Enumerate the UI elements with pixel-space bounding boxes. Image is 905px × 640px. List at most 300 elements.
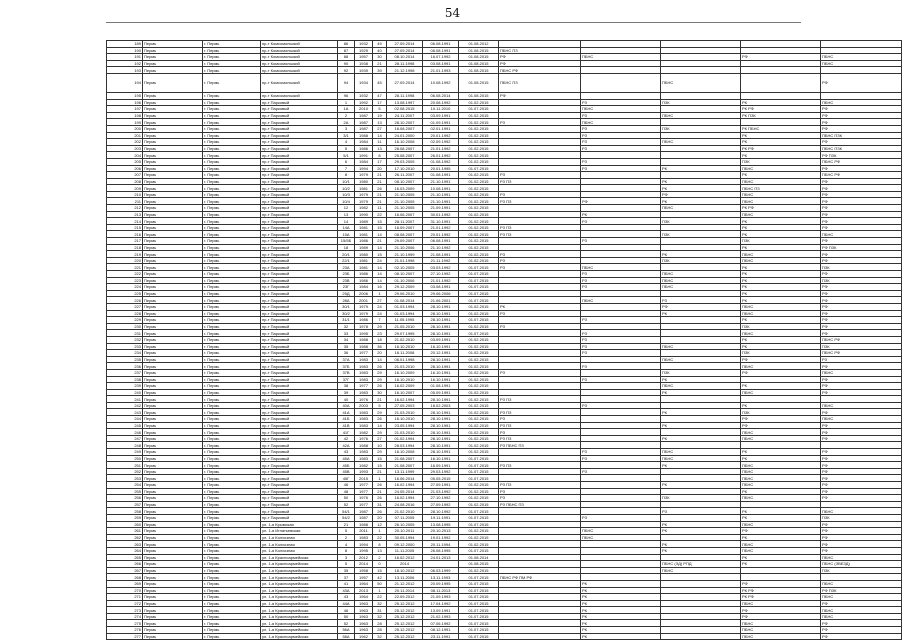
cell-d3: 01.02.2015 bbox=[459, 198, 499, 205]
cell-w3 bbox=[661, 600, 741, 607]
cell-w1: РЗ bbox=[499, 264, 581, 271]
cell-code: 28 bbox=[373, 627, 387, 634]
cell-w1 bbox=[499, 290, 581, 297]
cell-w2 bbox=[581, 47, 661, 54]
cell-w1 bbox=[499, 132, 581, 139]
cell-loc: г. Пермь bbox=[203, 191, 261, 198]
table-row bbox=[107, 106, 902, 113]
cell-w5: ПЗК bbox=[821, 514, 902, 521]
cell-d1: 21.03.2010 bbox=[387, 409, 423, 416]
cell-loc: г. Пермь bbox=[203, 158, 261, 165]
cell-house: 43 bbox=[338, 449, 355, 456]
cell-d3: 01.02.2015 bbox=[459, 323, 499, 330]
table-row bbox=[107, 594, 902, 601]
cell-w5: РФ bbox=[821, 521, 902, 528]
cell-code: 13 bbox=[373, 119, 387, 126]
cell-street: пр-т Парковый bbox=[261, 218, 338, 225]
cell-w2: РЗ bbox=[581, 514, 661, 521]
cell-city: Пермь bbox=[143, 152, 203, 159]
cell-loc: г. Пермь bbox=[203, 422, 261, 429]
cell-d3: 01.07.2015 bbox=[459, 508, 499, 515]
cell-year: 1962 bbox=[355, 633, 373, 640]
table-row bbox=[107, 554, 902, 561]
cell-loc: г. Пермь bbox=[203, 594, 261, 601]
cell-w4: ПБНС bbox=[741, 435, 821, 442]
cell-d1: 13.11.1999 bbox=[387, 468, 423, 475]
cell-d3: 01.07.2015 bbox=[459, 594, 499, 601]
cell-w5: РФ bbox=[821, 462, 902, 469]
cell-code: 20 bbox=[373, 350, 387, 357]
cell-city: Пермь bbox=[143, 251, 203, 258]
table-row bbox=[107, 139, 902, 146]
cell-n: 260 bbox=[107, 521, 143, 528]
cell-code: 14 bbox=[373, 231, 387, 238]
cell-w3 bbox=[661, 580, 741, 587]
cell-d1: 21.10.1999 bbox=[387, 251, 423, 258]
cell-w3: РК bbox=[661, 185, 741, 192]
cell-w2 bbox=[581, 567, 661, 574]
table-row bbox=[107, 257, 902, 264]
cell-w1: ПБНС РФ bbox=[499, 67, 581, 74]
cell-city: Пермь bbox=[143, 271, 203, 278]
cell-w3 bbox=[661, 119, 741, 126]
cell-w2: РЗ bbox=[581, 218, 661, 225]
cell-loc: г. Пермь bbox=[203, 389, 261, 396]
cell-w1 bbox=[499, 363, 581, 370]
cell-w5: РФ bbox=[821, 547, 902, 554]
cell-d2: 06.08.2014 bbox=[423, 92, 459, 99]
cell-loc: г. Пермь bbox=[203, 73, 261, 92]
cell-d1: 25.12.2012 bbox=[387, 627, 423, 634]
cell-w2: РК bbox=[581, 587, 661, 594]
cell-w4: РК bbox=[741, 271, 821, 278]
cell-w2: РЗ bbox=[581, 271, 661, 278]
cell-d1: 25.08.2007 bbox=[387, 152, 423, 159]
cell-w2 bbox=[581, 482, 661, 489]
cell-d3: 01.08.2015 bbox=[459, 47, 499, 54]
cell-d2: 03.09.1991 bbox=[423, 336, 459, 343]
cell-d3: 01.02.2015 bbox=[459, 257, 499, 264]
cell-code: 29 bbox=[373, 449, 387, 456]
cell-year: 1964 bbox=[355, 580, 373, 587]
cell-w2 bbox=[581, 185, 661, 192]
cell-n: 203 bbox=[107, 145, 143, 152]
cell-year: 1983 bbox=[355, 409, 373, 416]
cell-w4: РК bbox=[741, 317, 821, 324]
cell-w1: РЗ ПЗ bbox=[499, 178, 581, 185]
cell-house: 10/3 bbox=[338, 191, 355, 198]
cell-d3: 01.07.2015 bbox=[459, 106, 499, 113]
cell-d1: 20.10.2011 bbox=[387, 528, 423, 535]
cell-w2: РФ bbox=[581, 198, 661, 205]
cell-year: 1988 bbox=[355, 336, 373, 343]
cell-n: 266 bbox=[107, 561, 143, 568]
cell-house: 35 bbox=[338, 567, 355, 574]
cell-street: пр-т Парковый bbox=[261, 455, 338, 462]
cell-code: 11 bbox=[373, 139, 387, 146]
cell-n: 245 bbox=[107, 422, 143, 429]
cell-house: 5/1 bbox=[338, 152, 355, 159]
cell-house: 8 bbox=[338, 172, 355, 179]
table-row bbox=[107, 501, 902, 508]
table-row bbox=[107, 218, 902, 225]
cell-street: пр-т Парковый bbox=[261, 231, 338, 238]
cell-street: пр-т Парковый bbox=[261, 257, 338, 264]
cell-loc: г. Пермь bbox=[203, 47, 261, 54]
cell-w5: РФ bbox=[821, 125, 902, 132]
cell-street: ул. 1-я Красноармейская bbox=[261, 627, 338, 634]
cell-n: 274 bbox=[107, 613, 143, 620]
cell-w2 bbox=[581, 178, 661, 185]
cell-w2: РК bbox=[581, 607, 661, 614]
cell-w2 bbox=[581, 521, 661, 528]
cell-w3 bbox=[661, 290, 741, 297]
cell-year: 1987 bbox=[355, 112, 373, 119]
cell-house: 45Б bbox=[338, 462, 355, 469]
cell-w5: РФ bbox=[821, 620, 902, 627]
cell-d1: 25.12.2012 bbox=[387, 613, 423, 620]
cell-street: пр-т Парковый bbox=[261, 290, 338, 297]
cell-code: 21 bbox=[373, 468, 387, 475]
cell-city: Пермь bbox=[143, 224, 203, 231]
cell-city: Пермь bbox=[143, 185, 203, 192]
cell-d3: 01.02.2015 bbox=[459, 231, 499, 238]
cell-d3: 01.02.2015 bbox=[459, 416, 499, 423]
cell-w5: РФ bbox=[821, 178, 902, 185]
cell-year: 1963 bbox=[355, 620, 373, 627]
cell-house: 58А bbox=[338, 633, 355, 640]
cell-w1 bbox=[499, 158, 581, 165]
cell-w5: РФ bbox=[821, 475, 902, 482]
cell-w4: РК bbox=[741, 277, 821, 284]
cell-code: 27 bbox=[373, 435, 387, 442]
cell-city: Пермь bbox=[143, 528, 203, 535]
cell-w3 bbox=[661, 475, 741, 482]
cell-w5: РФ bbox=[821, 363, 902, 370]
cell-house: 20/1 bbox=[338, 251, 355, 258]
cell-code: 21 bbox=[373, 488, 387, 495]
cell-d3: 01.02.2015 bbox=[459, 244, 499, 251]
cell-house: 23А bbox=[338, 264, 355, 271]
cell-city: Пермь bbox=[143, 218, 203, 225]
table-row bbox=[107, 383, 902, 390]
cell-n: 257 bbox=[107, 501, 143, 508]
cell-w2: РК bbox=[581, 594, 661, 601]
cell-w5: ПБНС РФ bbox=[821, 336, 902, 343]
cell-w3 bbox=[661, 317, 741, 324]
cell-w3 bbox=[661, 613, 741, 620]
cell-city: Пермь bbox=[143, 330, 203, 337]
cell-w5: РФ bbox=[821, 257, 902, 264]
cell-d2: 21.11.1992 bbox=[423, 257, 459, 264]
cell-year: 1994 bbox=[355, 165, 373, 172]
cell-city: Пермь bbox=[143, 205, 203, 212]
cell-d3: 01.07.2015 bbox=[459, 587, 499, 594]
cell-d2: 27.09.1991 bbox=[423, 482, 459, 489]
table-row bbox=[107, 132, 902, 139]
cell-d2: 21.09.1991 bbox=[423, 205, 459, 212]
cell-street: пр-т Парковый bbox=[261, 462, 338, 469]
cell-d1: 08.08.2007 bbox=[387, 231, 423, 238]
cell-w2 bbox=[581, 389, 661, 396]
cell-year: 1977 bbox=[355, 482, 373, 489]
cell-year: 1986 bbox=[355, 317, 373, 324]
cell-w5: ПБНС ПЗК bbox=[821, 132, 902, 139]
cell-d3: 01.02.2015 bbox=[459, 422, 499, 429]
cell-house: 23Г bbox=[338, 284, 355, 291]
cell-d3: 01.07.2015 bbox=[459, 620, 499, 627]
cell-d2: 28.10.1991 bbox=[423, 422, 459, 429]
cell-w2: ПБНС bbox=[581, 264, 661, 271]
cell-w3 bbox=[661, 224, 741, 231]
cell-w5: РФ bbox=[821, 119, 902, 126]
cell-year: 1983 bbox=[355, 389, 373, 396]
cell-w2 bbox=[581, 310, 661, 317]
cell-street: пр-т Парковый bbox=[261, 317, 338, 324]
cell-w1 bbox=[499, 297, 581, 304]
cell-w3: ПЗК bbox=[661, 257, 741, 264]
cell-w1: РЗ ПЗ bbox=[499, 198, 581, 205]
cell-year: 1986 bbox=[355, 238, 373, 245]
cell-d3: 01.07.2015 bbox=[459, 330, 499, 337]
cell-w5: РФ bbox=[821, 330, 902, 337]
cell-loc: г. Пермь bbox=[203, 449, 261, 456]
cell-d3: 01.07.2015 bbox=[459, 600, 499, 607]
cell-w5: РФ bbox=[821, 468, 902, 475]
table-row bbox=[107, 422, 902, 429]
cell-w1 bbox=[499, 534, 581, 541]
cell-city: Пермь bbox=[143, 409, 203, 416]
cell-city: Пермь bbox=[143, 567, 203, 574]
cell-street: ул. 1-я Красноармейская bbox=[261, 620, 338, 627]
cell-city: Пермь bbox=[143, 119, 203, 126]
cell-code: 14 bbox=[373, 271, 387, 278]
cell-n: 228 bbox=[107, 310, 143, 317]
cell-loc: г. Пермь bbox=[203, 462, 261, 469]
table-row bbox=[107, 363, 902, 370]
cell-city: Пермь bbox=[143, 165, 203, 172]
cell-w4: РК bbox=[741, 508, 821, 515]
table-row bbox=[107, 54, 902, 61]
cell-w4: РФ bbox=[741, 356, 821, 363]
cell-w2 bbox=[581, 92, 661, 99]
cell-year: 1981 bbox=[355, 264, 373, 271]
cell-year: 1987 bbox=[355, 119, 373, 126]
cell-house: 21 bbox=[338, 521, 355, 528]
cell-w4 bbox=[741, 501, 821, 508]
cell-year: 2006 bbox=[355, 290, 373, 297]
cell-code: 29 bbox=[373, 376, 387, 383]
cell-w3: РК bbox=[661, 376, 741, 383]
cell-loc: г. Пермь bbox=[203, 125, 261, 132]
cell-d2: 19.01.1992 bbox=[423, 534, 459, 541]
cell-w5: РФ ПЗК bbox=[821, 152, 902, 159]
cell-w4: ПБНС bbox=[741, 251, 821, 258]
cell-w2 bbox=[581, 257, 661, 264]
cell-w1: РЗ bbox=[499, 369, 581, 376]
cell-code: 30 bbox=[373, 54, 387, 61]
cell-w1 bbox=[499, 554, 581, 561]
cell-d2: 01.08.1991 bbox=[423, 172, 459, 179]
cell-d1: 17.10.2010 bbox=[387, 165, 423, 172]
cell-w3 bbox=[661, 264, 741, 271]
cell-w4: РФ bbox=[741, 416, 821, 423]
cell-house: 42А bbox=[338, 442, 355, 449]
cell-city: Пермь bbox=[143, 277, 203, 284]
cell-code: 15 bbox=[373, 462, 387, 469]
cell-d3: 01.02.2015 bbox=[459, 343, 499, 350]
cell-street: пр-т Парковый bbox=[261, 244, 338, 251]
cell-w2: РК bbox=[581, 633, 661, 640]
table-row bbox=[107, 402, 902, 409]
cell-n: 251 bbox=[107, 462, 143, 469]
cell-loc: г. Пермь bbox=[203, 238, 261, 245]
cell-w4: ПБНС bbox=[741, 475, 821, 482]
cell-loc: г. Пермь bbox=[203, 627, 261, 634]
cell-w3: ПБНС bbox=[661, 449, 741, 456]
cell-w3: РК bbox=[661, 165, 741, 172]
cell-city: Пермь bbox=[143, 508, 203, 515]
cell-w1 bbox=[499, 455, 581, 462]
cell-code: 15 bbox=[373, 218, 387, 225]
cell-house: 2А bbox=[338, 119, 355, 126]
cell-w4: РК bbox=[741, 152, 821, 159]
cell-w3: РФ bbox=[661, 303, 741, 310]
cell-d1: 11.05.1995 bbox=[387, 317, 423, 324]
cell-w5: ПБНС bbox=[821, 508, 902, 515]
cell-d2: 02.01.1991 bbox=[423, 125, 459, 132]
cell-loc: г. Пермь bbox=[203, 152, 261, 159]
cell-w1: РФ bbox=[499, 60, 581, 67]
cell-year: 1992 bbox=[355, 99, 373, 106]
cell-w5: РФ bbox=[821, 73, 902, 92]
cell-loc: г. Пермь bbox=[203, 277, 261, 284]
table-row bbox=[107, 495, 902, 502]
cell-house: 41Г bbox=[338, 429, 355, 436]
cell-w3 bbox=[661, 158, 741, 165]
cell-w3: ПЗК bbox=[661, 231, 741, 238]
cell-year: 1981 bbox=[355, 231, 373, 238]
cell-n: 262 bbox=[107, 534, 143, 541]
cell-w3 bbox=[661, 244, 741, 251]
cell-n: 199 bbox=[107, 119, 143, 126]
cell-w5: РФ bbox=[821, 455, 902, 462]
cell-d3: 01.08.2015 bbox=[459, 73, 499, 92]
cell-code: 8 bbox=[373, 152, 387, 159]
cell-w4: РК bbox=[741, 488, 821, 495]
cell-d3: 01.07.2015 bbox=[459, 468, 499, 475]
cell-w5: РФ bbox=[821, 310, 902, 317]
cell-w3 bbox=[661, 620, 741, 627]
cell-w3: РК bbox=[661, 462, 741, 469]
cell-loc: г. Пермь bbox=[203, 416, 261, 423]
cell-w1: РЗ bbox=[499, 191, 581, 198]
cell-w1 bbox=[499, 613, 581, 620]
cell-city: Пермь bbox=[143, 191, 203, 198]
cell-w5: РФ bbox=[821, 383, 902, 390]
cell-city: Пермь bbox=[143, 620, 203, 627]
cell-w2 bbox=[581, 41, 661, 48]
cell-year: 1976 bbox=[355, 435, 373, 442]
cell-loc: г. Пермь bbox=[203, 534, 261, 541]
cell-code: 5 bbox=[373, 402, 387, 409]
cell-d1: 21.10.2005 bbox=[387, 198, 423, 205]
cell-w3: РК bbox=[661, 251, 741, 258]
cell-w3: ПБНС (ЗД) РПД bbox=[661, 561, 741, 568]
cell-w2: РЗ bbox=[581, 330, 661, 337]
cell-w5: ПБНС РФ bbox=[821, 158, 902, 165]
cell-city: Пермь bbox=[143, 633, 203, 640]
cell-year: 1957 bbox=[355, 574, 373, 581]
cell-w5: ПБНС bbox=[821, 60, 902, 67]
table-row bbox=[107, 317, 902, 324]
cell-d3: 01.02.2015 bbox=[459, 350, 499, 357]
table-row bbox=[107, 442, 902, 449]
table-row bbox=[107, 389, 902, 396]
cell-year: 1995 bbox=[355, 330, 373, 337]
cell-w2: РК bbox=[581, 580, 661, 587]
cell-loc: г. Пермь bbox=[203, 41, 261, 48]
cell-w5: РФ ПЗК bbox=[821, 587, 902, 594]
cell-w3: ПБНС bbox=[661, 73, 741, 92]
cell-d2: 21.10.1991 bbox=[423, 178, 459, 185]
cell-w1: РК bbox=[499, 303, 581, 310]
cell-year: 1993 bbox=[355, 468, 373, 475]
cell-w2 bbox=[581, 191, 661, 198]
table-row bbox=[107, 323, 902, 330]
cell-n: 212 bbox=[107, 205, 143, 212]
cell-year: 1983 bbox=[355, 455, 373, 462]
cell-code: 17 bbox=[373, 99, 387, 106]
cell-d3: 01.02.2015 bbox=[459, 310, 499, 317]
cell-w5: ПБНС bbox=[821, 613, 902, 620]
cell-year: 1988 bbox=[355, 521, 373, 528]
cell-w5 bbox=[821, 92, 902, 99]
cell-code: 11 bbox=[373, 205, 387, 212]
cell-street: ул. 1-я Игнатьевская bbox=[261, 528, 338, 535]
cell-n: 250 bbox=[107, 455, 143, 462]
cell-d2: 21.03.1992 bbox=[423, 488, 459, 495]
cell-d3: 01.02.2015 bbox=[459, 528, 499, 535]
cell-w5: РФ bbox=[821, 191, 902, 198]
cell-w2 bbox=[581, 172, 661, 179]
table-row bbox=[107, 455, 902, 462]
cell-n: 215 bbox=[107, 224, 143, 231]
cell-w5: РФ bbox=[821, 317, 902, 324]
cell-loc: г. Пермь bbox=[203, 112, 261, 119]
cell-w5: ПБНС РФ bbox=[821, 350, 902, 357]
table-row bbox=[107, 92, 902, 99]
cell-year: 2001 bbox=[355, 297, 373, 304]
cell-w1 bbox=[499, 99, 581, 106]
cell-w5: РФ ПЗК bbox=[821, 244, 902, 251]
cell-w4: РК bbox=[741, 231, 821, 238]
cell-loc: г. Пермь bbox=[203, 580, 261, 587]
cell-house: 41Б bbox=[338, 416, 355, 423]
cell-d2: 28.10.1991 bbox=[423, 303, 459, 310]
cell-w4: ПБНС bbox=[741, 191, 821, 198]
cell-d2: 18.02.2003 bbox=[423, 402, 459, 409]
cell-w3 bbox=[661, 554, 741, 561]
cell-d3: 01.02.2015 bbox=[459, 185, 499, 192]
cell-w1 bbox=[499, 211, 581, 218]
cell-w3 bbox=[661, 501, 741, 508]
cell-w2: РЗ bbox=[581, 402, 661, 409]
cell-d2: 28.10.1991 bbox=[423, 323, 459, 330]
cell-d1: 30.05.1994 bbox=[387, 534, 423, 541]
cell-w3: РК bbox=[661, 178, 741, 185]
cell-city: Пермь bbox=[143, 482, 203, 489]
